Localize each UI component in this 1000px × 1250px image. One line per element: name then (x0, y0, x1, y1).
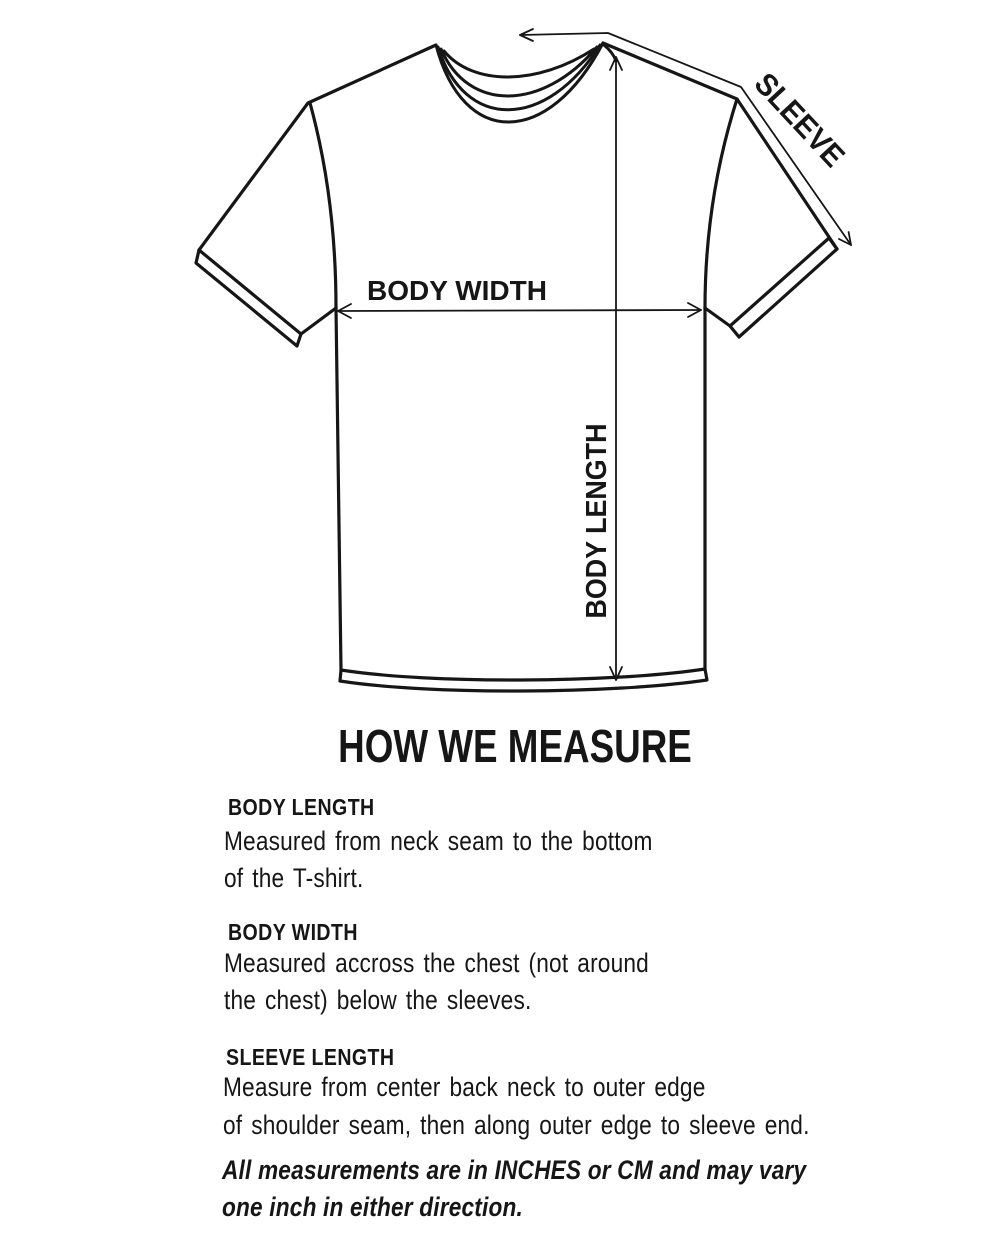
left-side-seam (336, 308, 341, 670)
tshirt-outline (196, 43, 837, 691)
section-title-body-width: BODY WIDTH (228, 919, 358, 945)
section-text-line: Measured from neck seam to the bottom (224, 826, 653, 856)
section-text-sleeve-length (223, 1068, 810, 1144)
section-text-line: of the T-shirt. (224, 863, 364, 893)
body-width-label: BODY WIDTH (367, 275, 547, 306)
page-title: HOW WE MEASURE (338, 720, 692, 772)
right-sleeve-outline (603, 43, 837, 337)
left-armhole-seam (310, 103, 336, 308)
body-length-label: BODY LENGTH (581, 407, 613, 619)
section-text-body-width (224, 945, 649, 1019)
collar (436, 43, 616, 122)
note-line: All measurements are in INCHES or CM and may vary (222, 1155, 807, 1185)
left-cuff-seam (199, 250, 301, 334)
measurement-note (222, 1152, 806, 1226)
body-width-arrow (338, 310, 701, 311)
section-text-line: the chest) below the sleeves. (224, 985, 532, 1015)
section-title-sleeve-length: SLEEVE LENGTH (226, 1044, 395, 1070)
right-armhole-seam (705, 99, 737, 308)
right-cuff-seam (730, 238, 837, 326)
section-text-body-length (224, 823, 653, 897)
right-side-seam (705, 308, 706, 670)
section-text-line: of shoulder seam, then along outer edge to sleeve end. (223, 1110, 810, 1140)
note-line: one inch in either direction. (222, 1192, 524, 1222)
sleeve-label: SLEEVE (747, 65, 857, 180)
hem-band (340, 669, 707, 691)
section-title-body-length: BODY LENGTH (228, 794, 375, 820)
section-text-line: Measure from center back neck to outer edge (223, 1072, 706, 1102)
section-text-line: Measured accross the chest (not around (224, 948, 649, 978)
